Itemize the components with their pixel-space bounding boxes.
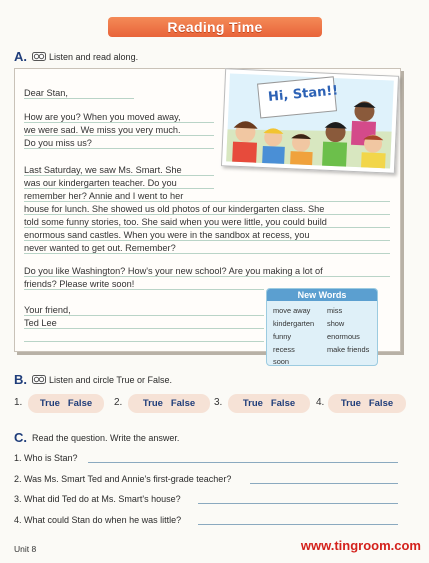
question-4: 4. What could Stan do when he was little?	[14, 515, 182, 525]
letter-line: Do you miss us?	[24, 138, 92, 148]
new-word: enormous	[327, 332, 360, 341]
question-1: 1. Who is Stan?	[14, 453, 78, 463]
class-photo-illustration	[221, 68, 399, 173]
true-option[interactable]: True	[242, 398, 263, 409]
letter-line: Ted Lee	[24, 318, 57, 328]
answer-line-3[interactable]	[198, 503, 398, 504]
new-word: make friends	[327, 345, 370, 354]
new-word: recess	[273, 345, 295, 354]
kids-holding-sign-illustration	[222, 69, 398, 172]
section-a-instruction-wrap	[32, 52, 138, 62]
letter-line: How are you? When you moved away,	[24, 112, 181, 122]
tf-item-4	[328, 394, 406, 413]
rule-line	[24, 201, 390, 202]
rule-line	[24, 328, 264, 329]
rule-line	[24, 315, 264, 316]
letter-line: enormous sand castles. When you were in the sandbox at recess, you	[24, 230, 310, 240]
new-words-box	[266, 288, 378, 366]
watermark-text: www.tingroom.com	[300, 538, 421, 553]
true-false-row	[14, 394, 406, 414]
section-b-letter: B.	[14, 372, 27, 387]
rule-line	[24, 240, 390, 241]
rule-line	[24, 148, 214, 149]
tf-item-1	[28, 394, 104, 413]
rule-line	[24, 289, 264, 290]
section-b-instruction: Listen and circle True or False.	[49, 375, 173, 385]
new-word: funny	[273, 332, 292, 341]
photo-sign-text: Hi, Stan!!	[267, 83, 339, 106]
new-word: miss	[327, 306, 343, 315]
false-option[interactable]: False	[170, 398, 196, 409]
rule-line	[24, 341, 264, 342]
audio-cd-icon	[32, 375, 46, 384]
letter-line: remember her? Annie and I went to her	[24, 191, 184, 201]
answer-line-1[interactable]	[88, 462, 398, 463]
audio-cd-icon	[32, 52, 46, 61]
rule-line	[24, 175, 214, 176]
section-c-letter: C.	[14, 430, 27, 445]
rule-line	[24, 122, 214, 123]
section-a-letter: A.	[14, 49, 27, 64]
title-banner	[108, 17, 322, 37]
letter-line: Do you like Washington? How's your new school? Are you making a lot of	[24, 266, 323, 276]
rule-line	[24, 188, 214, 189]
rule-line	[24, 135, 214, 136]
letter-line: we were sad. We miss you very much.	[24, 125, 181, 135]
letter-line: Dear Stan,	[24, 88, 68, 98]
true-option[interactable]: True	[39, 398, 60, 409]
rule-line	[24, 98, 134, 99]
rule-line	[24, 214, 390, 215]
tf-number: 4.	[316, 397, 325, 408]
section-c-instruction: Read the question. Write the answer.	[32, 433, 180, 443]
tf-item-3	[228, 394, 310, 413]
true-option[interactable]: True	[142, 398, 163, 409]
new-words-heading: New Words	[267, 289, 377, 301]
rule-line	[24, 253, 390, 254]
letter-line: house for lunch. She showed us old photos of our kindergarten class. She	[24, 204, 325, 214]
new-word: soon	[273, 357, 290, 366]
false-option[interactable]: False	[368, 398, 394, 409]
true-option[interactable]: True	[340, 398, 361, 409]
new-word: show	[327, 319, 345, 328]
letter-line: never wanted to get out. Remember?	[24, 243, 176, 253]
page-title: Reading Time	[167, 19, 263, 35]
answer-line-2[interactable]	[250, 483, 398, 484]
new-word: move away	[273, 306, 311, 315]
letter-line: Last Saturday, we saw Ms. Smart. She	[24, 165, 182, 175]
false-option[interactable]: False	[67, 398, 93, 409]
rule-line	[24, 276, 390, 277]
section-a-instruction: Listen and read along.	[49, 52, 139, 62]
letter-line: friends? Please write soon!	[24, 279, 135, 289]
letter-line: told some funny stories, too. She said when you were little, you could build	[24, 217, 327, 227]
tf-number: 3.	[214, 397, 223, 408]
letter-line: was our kindergarten teacher. Do you	[24, 178, 177, 188]
question-3: 3. What did Ted do at Ms. Smart's house?	[14, 494, 181, 504]
answer-line-4[interactable]	[198, 524, 398, 525]
tf-number: 2.	[114, 397, 123, 408]
letter-line: Your friend,	[24, 305, 71, 315]
section-b-instruction-wrap	[32, 375, 172, 385]
question-2: 2. Was Ms. Smart Ted and Annie's first-grade teacher?	[14, 474, 232, 484]
new-word: kindergarten	[273, 319, 315, 328]
tf-number: 1.	[14, 397, 23, 408]
unit-label: Unit 8	[14, 544, 37, 554]
false-option[interactable]: False	[270, 398, 296, 409]
tf-item-2	[128, 394, 210, 413]
rule-line	[24, 227, 390, 228]
